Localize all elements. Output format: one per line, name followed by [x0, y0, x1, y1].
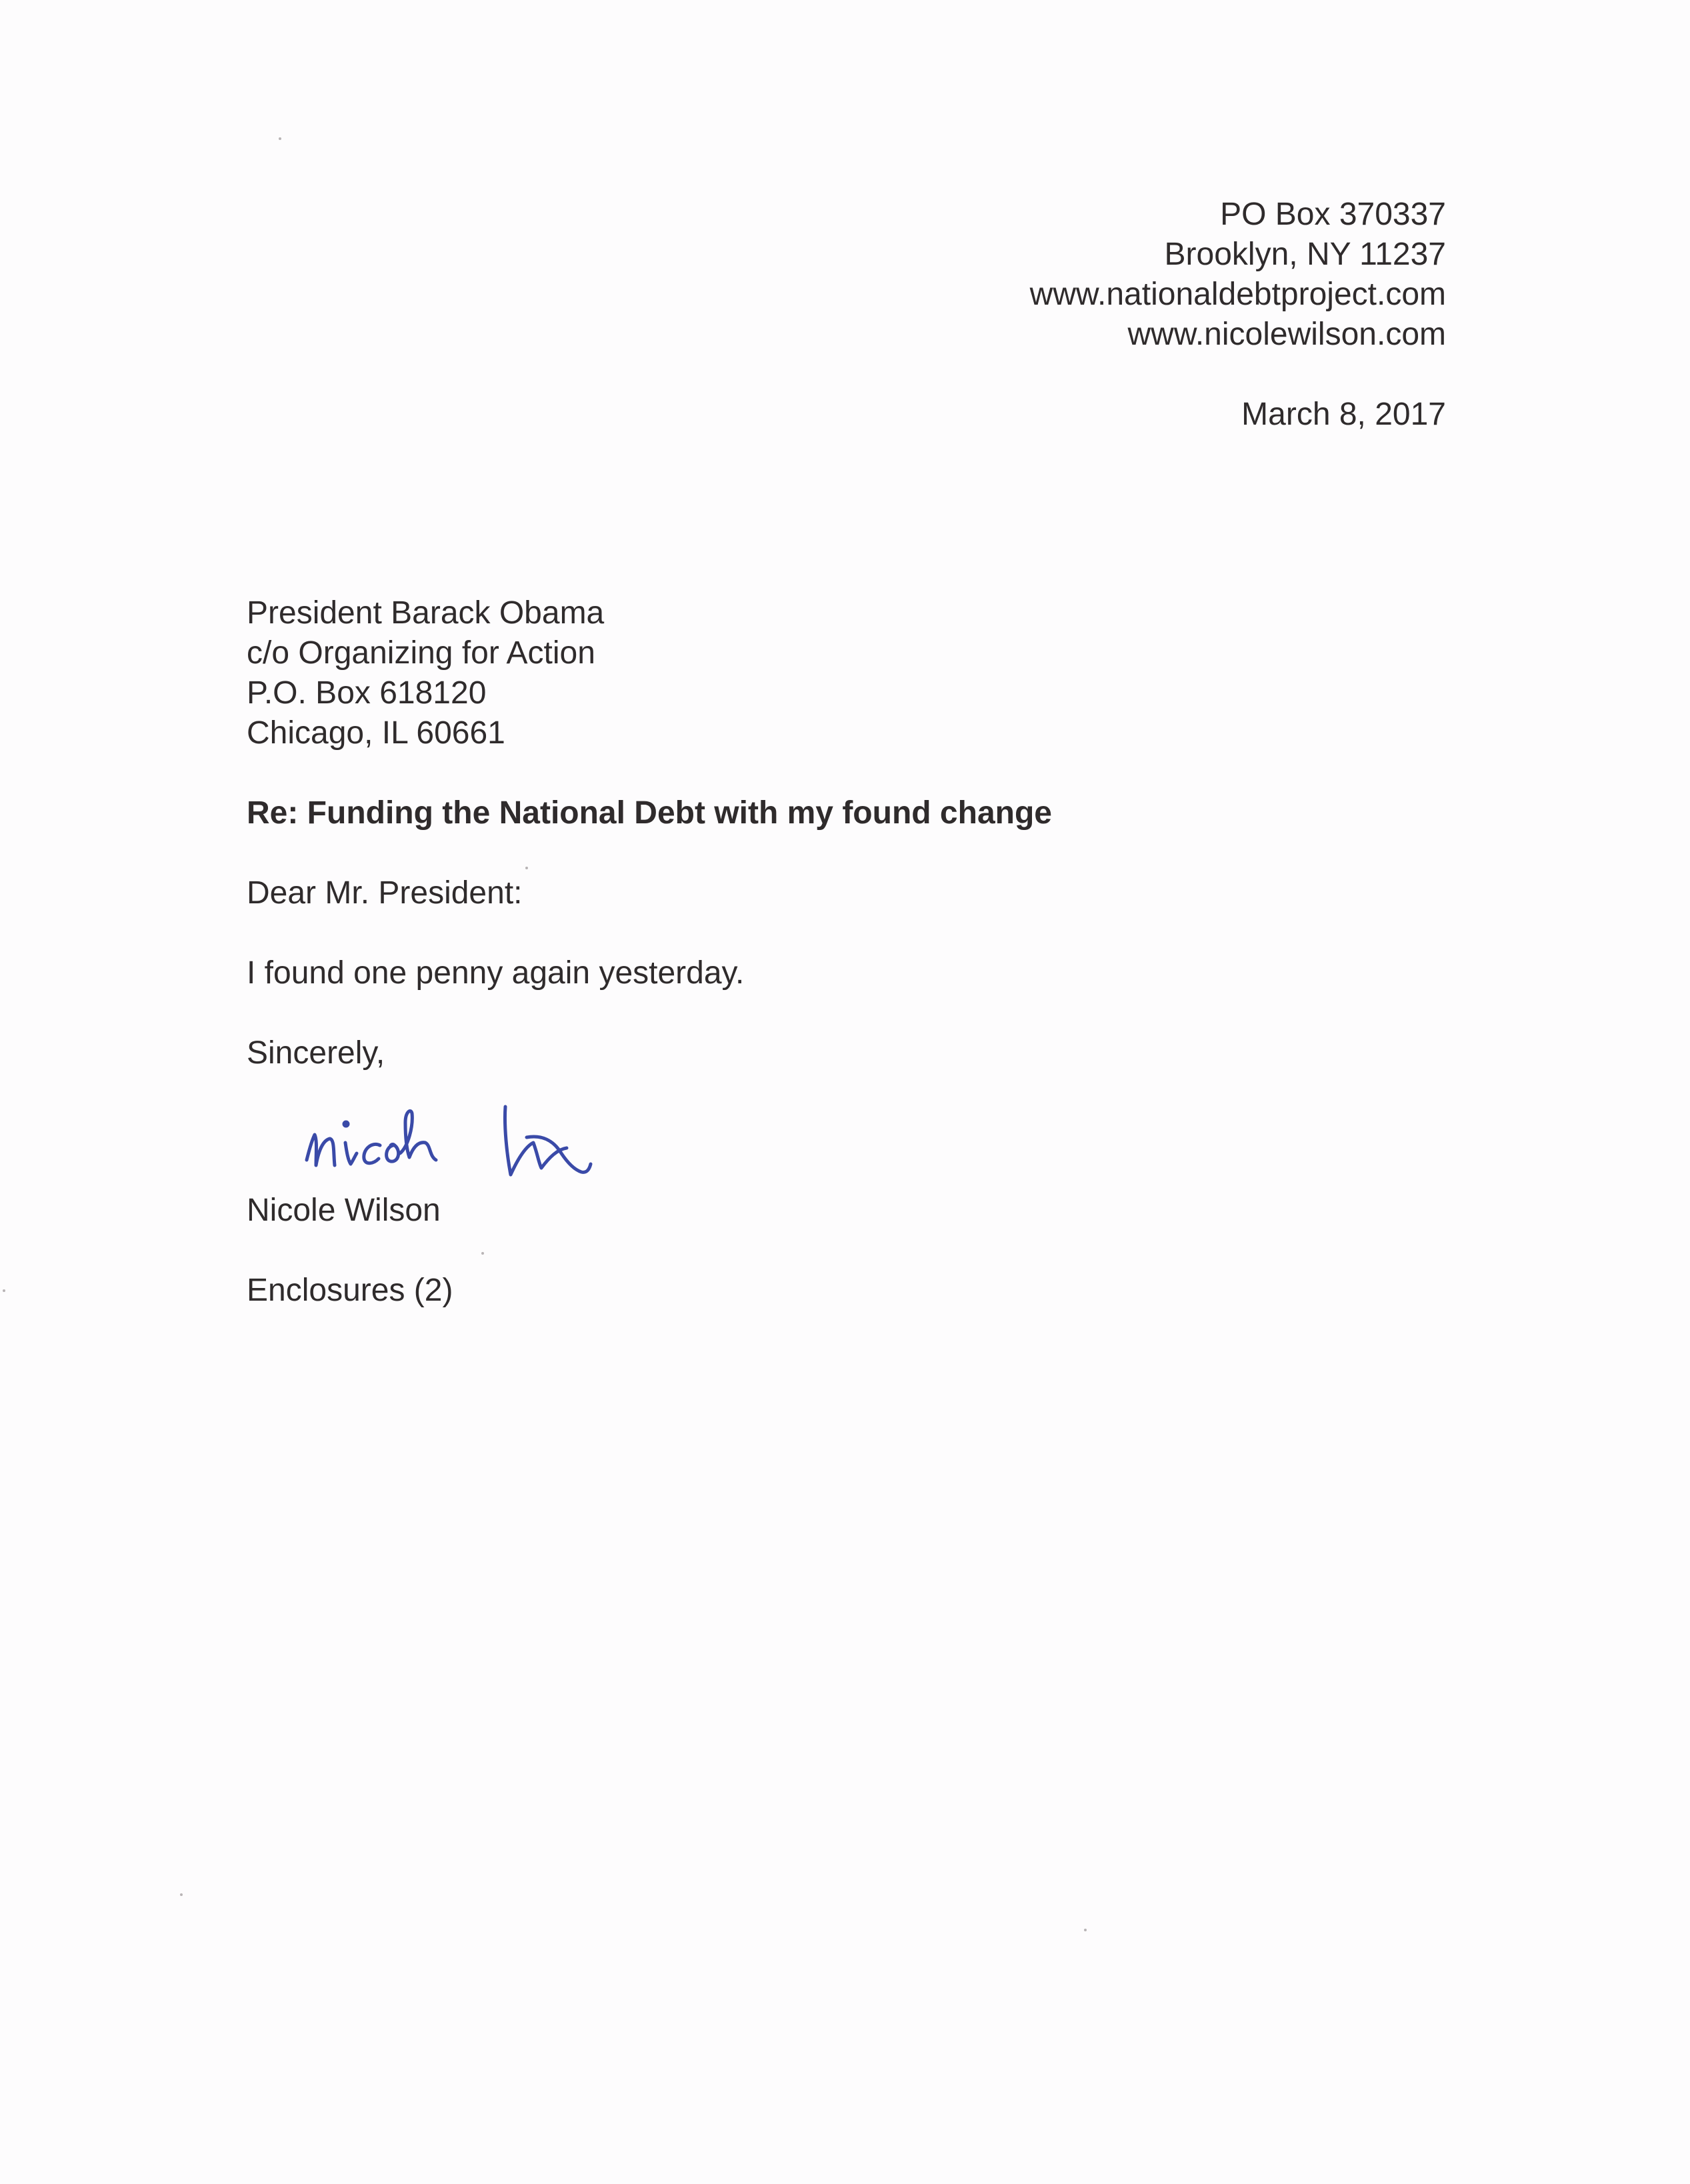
- sender-city-state-zip: Brooklyn, NY 11237: [1164, 237, 1446, 272]
- subject-line: Re: Funding the National Debt with my found change: [247, 795, 1052, 831]
- recipient-city-state-zip: Chicago, IL 60661: [247, 715, 505, 751]
- salutation: Dear Mr. President:: [247, 875, 523, 911]
- scan-speck: [180, 1893, 183, 1896]
- letter-date: March 8, 2017: [1241, 397, 1446, 432]
- scan-speck: [481, 1252, 484, 1255]
- signer-name: Nicole Wilson: [247, 1193, 441, 1228]
- recipient-address-block: [247, 593, 604, 753]
- sender-address-block: [1030, 195, 1446, 355]
- scan-speck: [1084, 1929, 1087, 1931]
- scan-speck: [279, 137, 281, 140]
- recipient-name: President Barack Obama: [247, 595, 605, 631]
- recipient-care-of: c/o Organizing for Action: [247, 635, 595, 671]
- recipient-po-box: P.O. Box 618120: [247, 675, 487, 711]
- closing: Sincerely,: [247, 1035, 385, 1071]
- handwritten-signature: [293, 1093, 653, 1193]
- sender-website-nicole-wilson: www.nicolewilson.com: [1127, 317, 1446, 352]
- scan-speck: [3, 1289, 5, 1292]
- enclosures-note: Enclosures (2): [247, 1273, 453, 1308]
- sender-po-box: PO Box 370337: [1220, 197, 1446, 232]
- letter-body: I found one penny again yesterday.: [247, 955, 745, 991]
- sender-website-national-debt-project: www.nationaldebtproject.com: [1029, 277, 1446, 312]
- scan-speck: [525, 867, 528, 869]
